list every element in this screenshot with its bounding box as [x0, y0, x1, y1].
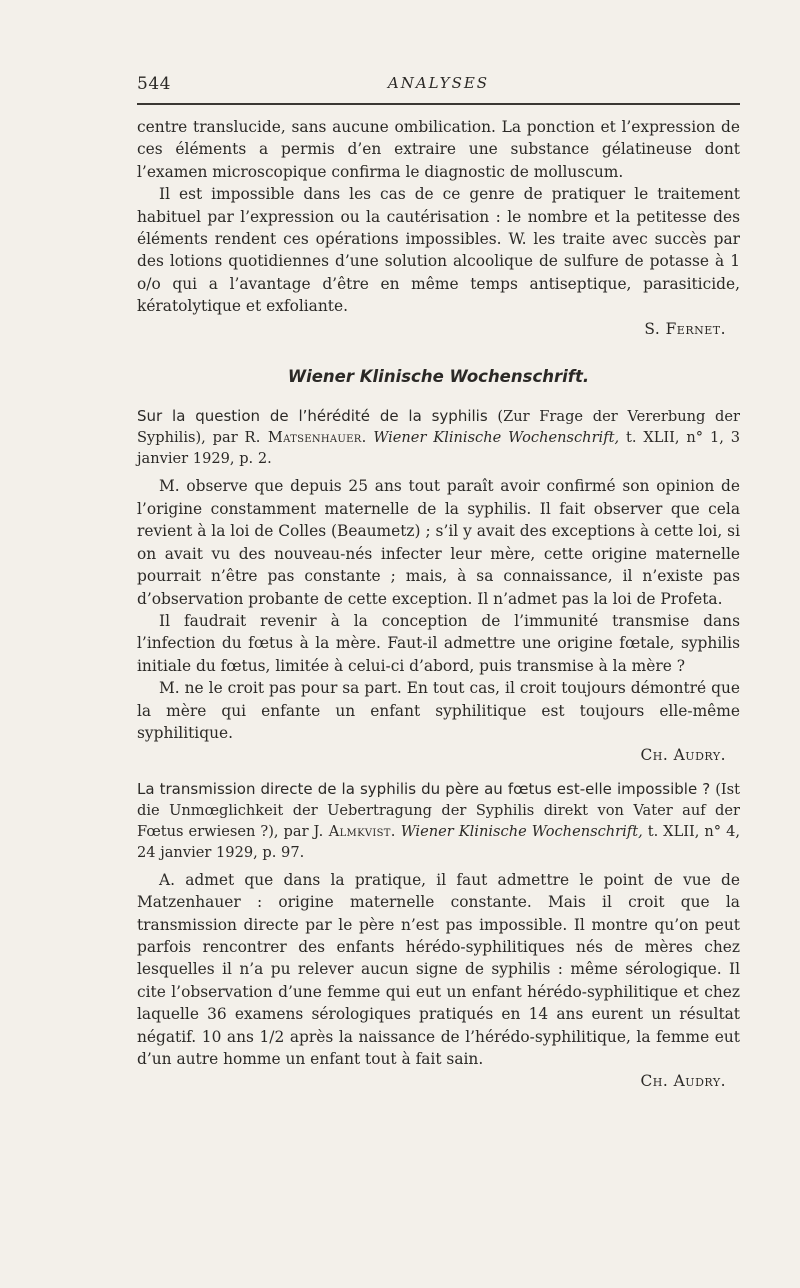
article-2-reference: t. XLII, n° 4, 24 janvier 1929, p. 97. — [137, 822, 741, 861]
signature-fernet: S. Fernet. — [644, 319, 726, 338]
article-1-journal: Wiener Klinische Wochenschrift, — [373, 429, 620, 447]
article-2-original-title: (Ist die Unmœglichkeit der Uebertragung der Syphilis direkt von Vater auf der Fœtus erwiesen ?), par — [137, 780, 740, 840]
article-1-original-title: (Zur Frage der Vererbung der Syphilis), par — [137, 408, 741, 447]
article-1-reference: t. XLII, n° 1, 3 janvier 1929, p. 2. — [137, 429, 740, 468]
page-number: 544 — [137, 74, 171, 94]
journal-section-title: Wiener Klinische Wochenschrift. — [287, 367, 590, 387]
body-text — [137, 116, 740, 1093]
header-rule — [137, 103, 740, 105]
article-2-title: La transmission directe de la syphilis du père au fœtus est-elle impossible ? — [137, 779, 711, 798]
signature-audry-2: Ch. Audry. — [640, 1072, 726, 1091]
article-2-paragraph-1: A. admet que dans la pratique, il faut admettre le point de vue de Matzenhauer : origine maternelle constante. Mais il croit que la transmission directe par le père n’est pas impossible. Il montre qu’on peut parfois rencontrer des enfants hérédo-syphilitiques nés de mères chez lesquelles il n’a pu relever aucun signe de syphilis : même sérologique. Il cite l’observation d’une femme qui eut un enfant hérédo-syphilitique et chez laquelle 36 examens sérologiques pratiqués en 14 ans eurent un résultat négatif. 10 ans 1/2 après la naissance de l’hérédo-syphilitique, la femme eut d’un autre homme un enfant tout à fait sain. — [137, 870, 740, 1068]
article-2-journal: Wiener Klinische Wochenschrift, — [400, 822, 643, 840]
signature-audry-1: Ch. Audry. — [640, 746, 726, 765]
article-1-title: Sur la question de l’hérédité de la syphilis — [137, 407, 488, 426]
article-1-heading — [137, 406, 740, 469]
article-2-heading — [137, 779, 740, 863]
running-head — [137, 74, 740, 98]
article-2-author: J. Almkvist. — [313, 822, 396, 840]
article-1-paragraph-2: Il faudrait revenir à la conception de l’immunité transmise dans l’infection du fœtus à la mère. Faut-il admettre une origine fœtale, syphilis initiale du fœtus, limitée à celui-ci d’abord, puis transmise à la mère ? — [137, 611, 740, 675]
continuation-paragraph-1: centre translucide, sans aucune ombilication. La ponction et l’expression de ces éléments a permis d’en extraire une substance gélatineuse dont l’examen microscopique confirma le diagnostic de molluscum. — [137, 118, 740, 181]
article-1-author: R. Matsenhauer. — [244, 429, 367, 447]
article-1-paragraph-1: M. observe que depuis 25 ans tout paraît avoir confirmé son opinion de l’origine constamment maternelle de la syphilis. Il fait observer que cela revient à la loi de Colles (Beaumetz) ; s’il y avait des exceptions à cette loi, si on avait vu des nouveau-nés infecter leur mère, cette origine maternelle pourrait n’être pas constante ; mais, à sa connaissance, il n’existe pas d’observation probante de cette exception. Il n’admet pas la loi de Profeta. — [137, 477, 740, 608]
continuation-paragraph-2: Il est impossible dans les cas de ce genre de pratiquer le traitement habituel par l’expression ou la cautérisation : le nombre et la petitesse des éléments rendent ces opérations impossibles. W. les traite avec succès par des lotions quotidiennes d’une solution alcoolique de sulfure de potasse à 1 o/o qui a l’avantage d’être en même temps antiseptique, parasiticide, kératolytique et exfoliante. — [137, 185, 740, 316]
running-title: ANALYSES — [387, 74, 490, 92]
article-1-paragraph-3: M. ne le croit pas pour sa part. En tout cas, il croit toujours démontré que la mère qui enfante un enfant syphilitique est toujours elle-même syphilitique. — [137, 679, 740, 742]
